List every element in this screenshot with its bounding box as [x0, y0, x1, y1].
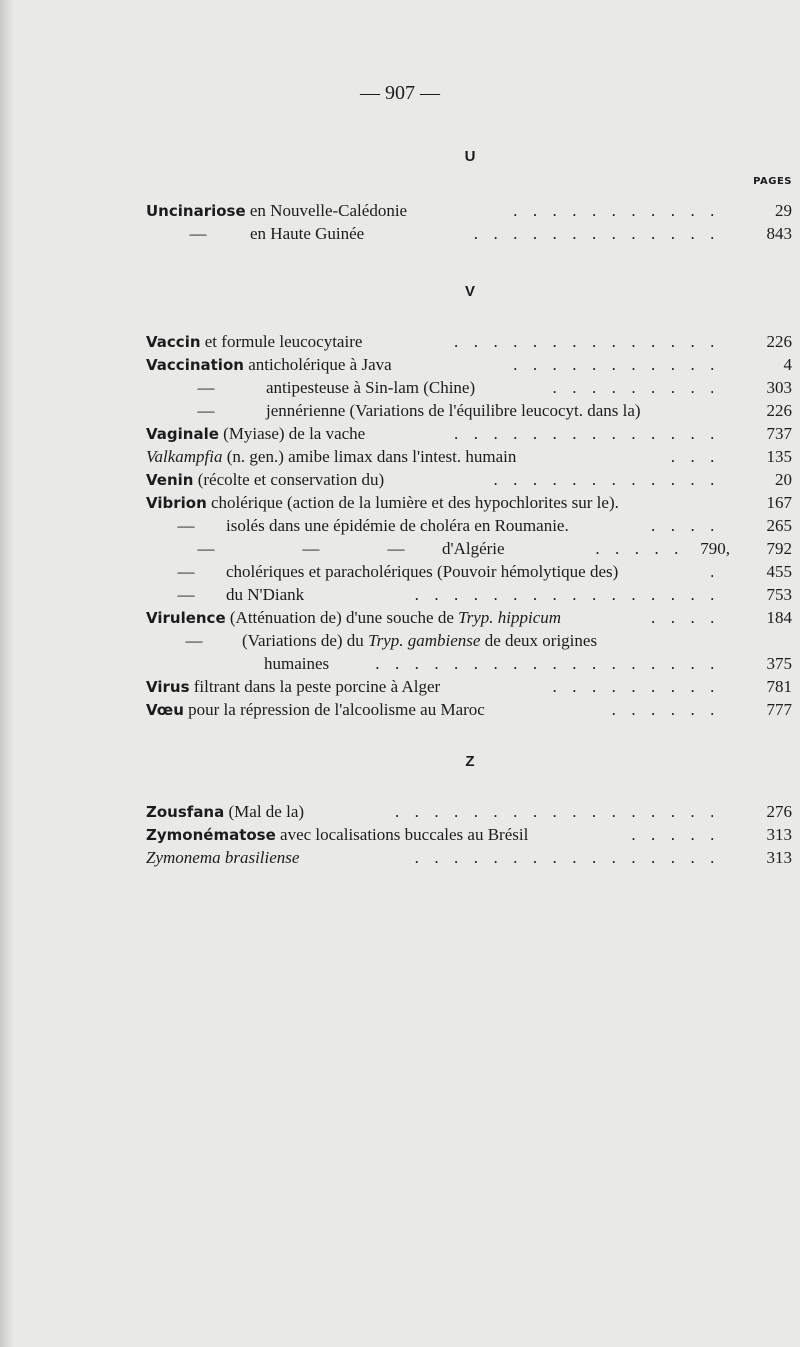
entry-term: Vaginale: [146, 425, 219, 443]
page-ref: 226: [766, 401, 792, 420]
entry-text: en Haute Guinée: [250, 224, 365, 243]
index-entry: [146, 675, 792, 698]
index-entry: [146, 514, 792, 537]
index-entry: [146, 629, 792, 652]
entry-term: Vaccin: [146, 333, 201, 351]
entry-text: du N'Diank: [226, 585, 305, 604]
entry-term: Zymonématose: [146, 826, 276, 844]
entry-text: d'Algérie: [442, 539, 505, 558]
entry-term: Zousfana: [146, 803, 225, 821]
dot-leaders: . . . . . . . . . . .: [513, 355, 720, 374]
dot-leaders: . . . . . . . . .: [552, 378, 720, 397]
dot-leaders: . . . . . . . . . . . . . . . . . .: [375, 654, 720, 673]
entry-text: antipesteuse à Sin-lam (Chine): [266, 378, 476, 397]
entry-text: (Atténuation de) d'une souche de: [225, 608, 459, 627]
ditto-dash: —: [197, 539, 215, 558]
index-entry: [146, 698, 792, 721]
page-ref: 29: [775, 201, 792, 220]
index-entry: [146, 468, 792, 491]
dot-leaders: . . . . . . . . .: [552, 677, 720, 696]
dot-leaders: . . . . . . . . . . . . .: [473, 224, 720, 243]
entry-term: Uncinariose: [146, 202, 246, 220]
ditto-dash: —: [177, 562, 195, 581]
index-entry: [146, 422, 792, 445]
entry-text: pour la répression de l'alcoolisme au Maroc: [183, 700, 485, 719]
page-edge-shadow: [0, 0, 14, 1347]
page-ref: 265: [766, 516, 792, 535]
dot-leaders: . . . . . . . . . . . . . .: [454, 332, 720, 351]
dot-leaders: . . . . .: [595, 539, 684, 558]
page-ref: 226: [766, 332, 792, 351]
index-entry: [146, 537, 792, 560]
dot-leaders: . . . . . . . . . . .: [513, 201, 720, 220]
dot-leaders: . . . .: [651, 608, 720, 627]
index-entry: [146, 583, 792, 606]
section-letter-u: U: [464, 148, 476, 165]
ditto-dash: —: [177, 585, 195, 604]
page-ref: 303: [766, 378, 792, 397]
ditto-dash: —: [302, 539, 320, 558]
index-entry: [146, 330, 792, 353]
entry-text: (Myiase) de la vache: [218, 424, 366, 443]
entry-term: Vœu: [146, 701, 184, 719]
dot-leaders: . . . . . . . . . . . . . .: [454, 424, 720, 443]
dot-leaders: . . . . .: [631, 825, 720, 844]
index-entry: [146, 376, 792, 399]
ditto-dash: —: [197, 378, 215, 397]
entry-text: jennérienne (Variations de l'équilibre leucocyt. dans la): [266, 401, 641, 420]
index-entry-continuation: [146, 652, 792, 675]
entry-term: Vaccination: [146, 356, 244, 374]
index-entry: [146, 846, 792, 869]
page-ref: 184: [766, 608, 792, 627]
page-ref-extra: 790,: [700, 539, 730, 558]
page-ref: 20: [775, 470, 792, 489]
page-ref: 843: [766, 224, 792, 243]
entry-text: avec localisations buccales au Brésil: [275, 825, 529, 844]
section-letter-v: V: [464, 283, 475, 300]
entry-term: Venin: [146, 471, 194, 489]
page-ref: 313: [766, 848, 792, 867]
ditto-dash: —: [387, 539, 405, 558]
entry-term: Zymonema brasiliense: [146, 848, 300, 867]
entry-text: filtrant dans la peste porcine à Alger: [189, 677, 441, 696]
index-entry: [146, 222, 792, 245]
ditto-dash: —: [177, 516, 195, 535]
entry-text-italic: Tryp. hippicum: [458, 608, 562, 627]
entry-term: Virulence: [146, 609, 226, 627]
index-entry: [146, 606, 792, 629]
entry-text: anticholérique à Java: [243, 355, 392, 374]
dot-leaders: . . . . . . . . . . . . . . . .: [414, 848, 720, 867]
entry-term: Vibrion: [146, 494, 207, 512]
entry-text: en Nouvelle-Calédonie: [245, 201, 408, 220]
page-ref: 276: [766, 802, 792, 821]
ditto-dash: —: [189, 224, 207, 243]
page-ref: 777: [766, 700, 792, 719]
page-ref: 737: [766, 424, 792, 443]
dot-leaders: . . .: [670, 447, 720, 466]
entry-term: Valkampfia: [146, 447, 223, 466]
page-ref: 135: [766, 447, 792, 466]
entry-text: isolés dans une épidémie de choléra en Roumanie.: [226, 516, 569, 535]
entry-text: (Variations de) du: [242, 631, 369, 650]
entry-text: (Mal de la): [224, 802, 305, 821]
dot-leaders: . . . . . . . . . . . . . . . . .: [394, 802, 720, 821]
entry-term: Virus: [146, 678, 190, 696]
index-entry: [146, 399, 792, 422]
page-ref: 167: [766, 493, 792, 512]
page-ref: 781: [766, 677, 792, 696]
index-entry: [146, 800, 792, 823]
entry-text: humaines: [264, 654, 330, 673]
page-ref: 455: [766, 562, 792, 581]
index-entry: [146, 199, 792, 222]
entry-text: cholérique (action de la lumière et des hypochlorites sur le).: [206, 493, 619, 512]
page-ref: 792: [766, 539, 792, 558]
page-number: — 907 —: [360, 82, 440, 104]
ditto-dash: —: [185, 631, 203, 650]
section-letter-z: Z: [465, 753, 475, 770]
ditto-dash: —: [197, 401, 215, 420]
index-entry: [146, 445, 792, 468]
index-entry: [146, 491, 792, 514]
entry-text: et formule leucocytaire: [200, 332, 363, 351]
dot-leaders: . . . . . . . . . . . .: [493, 470, 720, 489]
index-entry: [146, 560, 792, 583]
dot-leaders: . . . . . .: [611, 700, 720, 719]
entry-text: cholériques et paracholériques (Pouvoir hémolytique des): [226, 562, 619, 581]
page-ref: 4: [783, 355, 792, 374]
index-entry: [146, 823, 792, 846]
index-entry: [146, 353, 792, 376]
pages-column-header: PAGES: [753, 176, 792, 187]
page-ref: 313: [766, 825, 792, 844]
page-ref: 375: [766, 654, 792, 673]
entry-text: (n. gen.) amibe limax dans l'intest. humain: [222, 447, 517, 466]
entry-text: (récolte et conservation du): [193, 470, 385, 489]
dot-leaders: . . . . . . . . . . . . . . . .: [414, 585, 720, 604]
dot-leaders: .: [710, 562, 720, 581]
entry-text-italic: Tryp. gambiense: [368, 631, 481, 650]
entry-text: de deux origines: [480, 631, 598, 650]
page-ref: 753: [766, 585, 792, 604]
dot-leaders: . . . .: [651, 516, 720, 535]
